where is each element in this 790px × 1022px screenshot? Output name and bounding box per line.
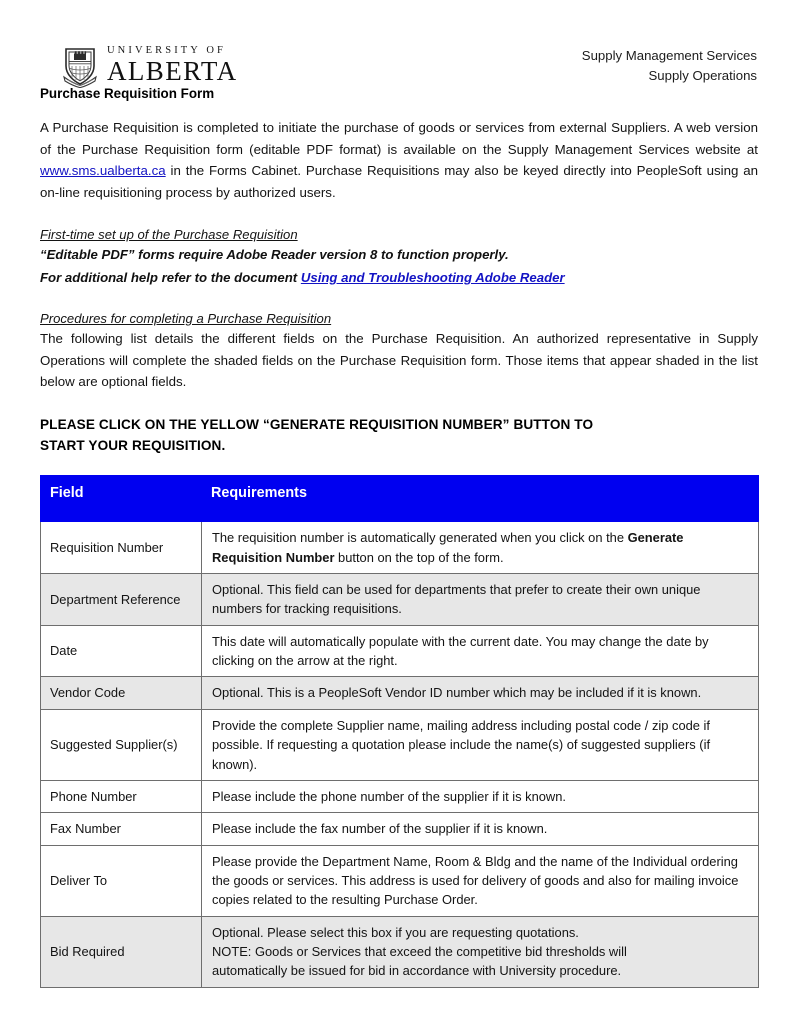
requirement-cell: [202, 709, 759, 780]
section-heading-procedures: Procedures for completing a Purchase Requisition: [40, 311, 332, 327]
editable-pdf-requirement-text: “Editable PDF” forms require Adobe Reader version 8 to function properly.: [40, 247, 509, 263]
intro-text-before-link: A Purchase Requisition is completed to initiate the purchase of goods or services from external Suppliers. A web version of the Purchase Requisition form (editable PDF format) is available on the Supply Management Services website at: [40, 120, 758, 157]
requirement-line: NOTE: Goods or Services that exceed the competitive bid thresholds will: [212, 944, 627, 960]
requirement-cell: [202, 574, 759, 626]
field-name-cell: Deliver To: [41, 845, 202, 916]
procedures-paragraph: The following list details the different fields on the Purchase Requisition. An authorized representative in Supply Operations will complete the shaded fields on the Purchase Requisition form. Those items that appear shaded in the list below are optional fields.: [40, 331, 758, 389]
department-line-2: Supply Operations: [648, 68, 757, 84]
requirement-cell: [202, 845, 759, 916]
requirement-text: This date will automatically populate with the current date. You may change the date by clicking on the arrow at the right.: [212, 633, 709, 669]
wordmark-university-of: UNIVERSITY OF: [107, 44, 226, 56]
requirement-text: Optional. This field can be used for departments that prefer to create their own unique numbers for tracking requisitions.: [212, 582, 701, 617]
requirement-text: Optional. This is a PeopleSoft Vendor ID number which may be included if it is known.: [212, 685, 702, 701]
table-row: [41, 780, 759, 812]
additional-help-line: [40, 267, 758, 288]
requirement-text: Provide the complete Supplier name, mailing address including postal code / zip code if possible. If requesting a quotation please include the name(s) of suggested suppliers (if known).: [212, 717, 711, 772]
field-name-cell: Department Reference: [41, 574, 202, 626]
table-row: [41, 574, 759, 626]
section-heading-first-time-setup: First-time set up of the Purchase Requisition: [40, 227, 298, 243]
field-name-cell: Requisition Number: [41, 522, 202, 574]
table-row: [41, 522, 759, 574]
requirement-text: Please provide the Department Name, Room & Bldg and the name of the Individual ordering the goods or services. This address is used for delivery of goods and also for mailing invoice copies related to the resulting Purchase Order.: [212, 853, 739, 908]
column-header-field: Field: [41, 476, 202, 522]
requirement-text: Please include the fax number of the supplier if it is known.: [212, 821, 548, 837]
table-row: [41, 709, 759, 780]
university-brand: [62, 44, 238, 88]
department-heading: [582, 44, 758, 87]
additional-help-text: For additional help refer to the document: [40, 270, 301, 286]
field-name-cell: Date: [41, 625, 202, 677]
requirement-line: Optional. Please select this box if you are requesting quotations.: [212, 924, 579, 940]
field-name-cell: Vendor Code: [41, 677, 202, 709]
university-wordmark: [107, 46, 238, 86]
table-row: [41, 845, 759, 916]
table-row: [41, 916, 759, 987]
department-line-1: Supply Management Services: [581, 48, 757, 63]
field-name-cell: Suggested Supplier(s): [41, 709, 202, 780]
requirement-cell: [202, 813, 759, 845]
requirement-cell: [202, 625, 759, 677]
table-row: [41, 677, 759, 709]
field-name-cell: Bid Required: [41, 916, 202, 987]
adobe-reader-troubleshooting-link[interactable]: Using and Troubleshooting Adobe Reader: [300, 270, 565, 286]
requirement-cell: [202, 677, 759, 709]
requirement-emphasis: Generate Requisition Number: [212, 530, 684, 565]
notice-line-2: START YOUR REQUISITION.: [40, 438, 226, 454]
requirements-table: [40, 475, 759, 987]
page-title: Purchase Requisition Form: [40, 86, 215, 101]
university-crest-icon: [62, 44, 98, 88]
sms-website-link[interactable]: www.sms.ualberta.ca: [40, 163, 166, 179]
requirement-cell: [202, 916, 759, 987]
table-body: [41, 522, 759, 987]
page-content: [40, 0, 758, 988]
intro-text-after-link: in the Forms Cabinet. Purchase Requisitions may also be keyed directly into PeopleSoft using an on-line requisitioning process by authorized users.: [40, 163, 758, 200]
field-name-cell: Phone Number: [41, 780, 202, 812]
wordmark-alberta: ALBERTA: [107, 56, 238, 87]
notice-line-1: PLEASE CLICK ON THE YELLOW “GENERATE REQUISITION NUMBER” BUTTON TO: [40, 417, 594, 433]
table-row: [41, 813, 759, 845]
requirement-text: The requisition number is automatically generated when you click on the: [212, 530, 628, 546]
generate-requisition-notice: [40, 414, 758, 456]
requirement-text: Please include the phone number of the supplier if it is known.: [212, 788, 566, 804]
field-name-cell: Fax Number: [41, 813, 202, 845]
table-row: [41, 625, 759, 677]
table-header-row: [41, 476, 759, 522]
requirement-line: automatically be issued for bid in accordance with University procedure.: [212, 963, 622, 979]
column-header-requirements: Requirements: [202, 476, 759, 522]
intro-paragraph: [40, 117, 758, 203]
requirement-cell: [202, 780, 759, 812]
requirement-text: button on the top of the form.: [334, 549, 504, 565]
requirement-cell: [202, 522, 759, 574]
document-header: [40, 0, 758, 87]
